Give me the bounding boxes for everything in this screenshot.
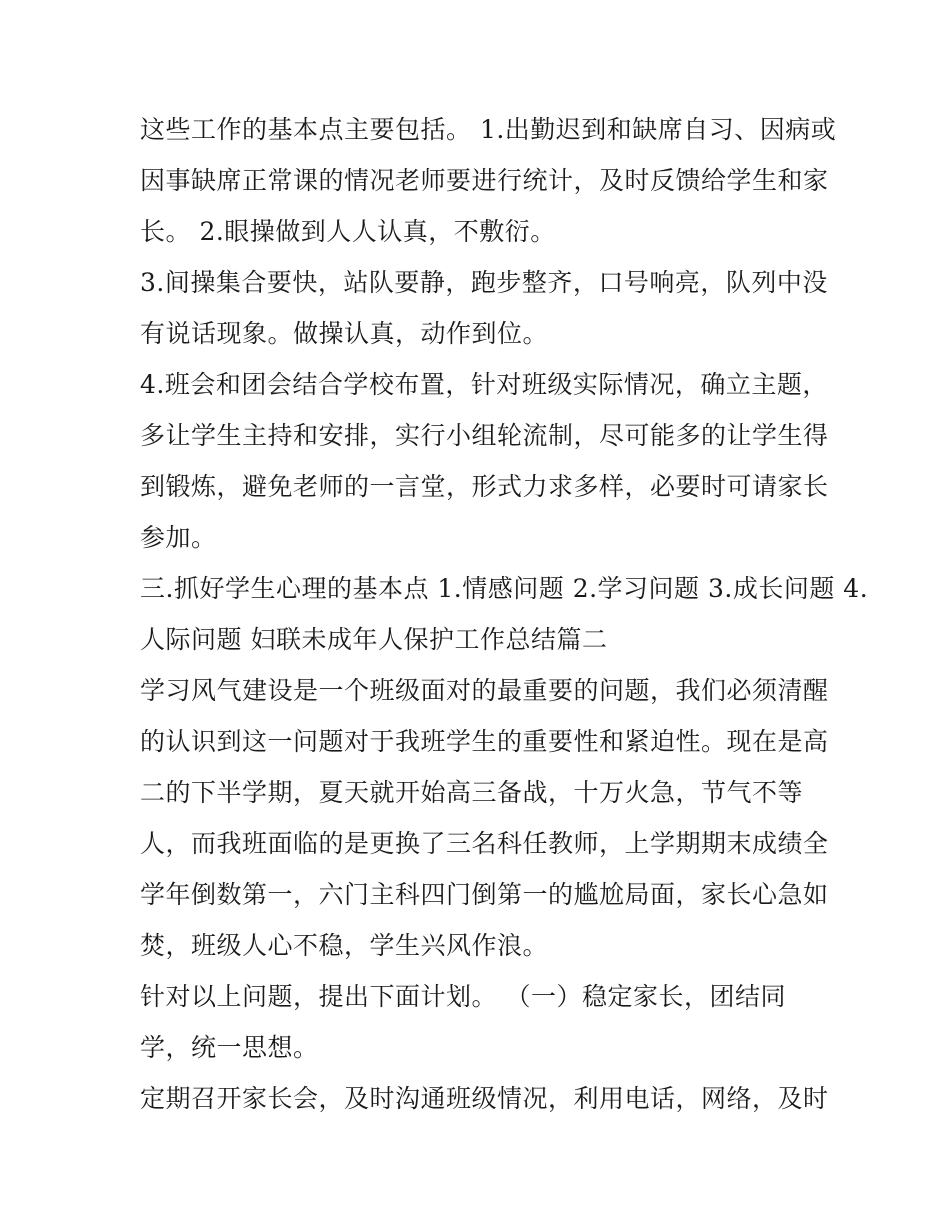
text-line: 学习风气建设是一个班级面对的最重要的问题，我们必须清醒: [140, 676, 829, 705]
text-line: 这些工作的基本点主要包括。 1.出勤迟到和缺席自习、因病或: [140, 115, 837, 144]
text-line: 人，而我班面临的是更换了三名科任教师，上学期期末成绩全: [140, 829, 829, 858]
text-line: 针对以上问题，提出下面计划。 （一）稳定家长，团结同: [140, 982, 786, 1011]
text-line: 参加。: [140, 523, 217, 552]
text-line: 定期召开家长会，及时沟通班级情况，利用电话，网络，及时: [140, 1084, 829, 1113]
section-heading-line: 人际问题 妇联未成年人保护工作总结篇二: [140, 625, 608, 654]
document-body: [140, 104, 869, 1124]
text-line: 有说话现象。做操认真，动作到位。: [140, 319, 549, 348]
text-line: 学年倒数第一，六门主科四门倒第一的尴尬局面，家长心急如: [140, 880, 829, 909]
text-line: 二的下半学期，夏天就开始高三备战，十万火急，节气不等: [140, 778, 804, 807]
text-line: 学，统一思想。: [140, 1033, 319, 1062]
text-line: 长。 2.眼操做到人人认真，不敷衍。: [140, 217, 556, 246]
text-line: 的认识到这一问题对于我班学生的重要性和紧迫性。现在是高: [140, 727, 829, 756]
text-line: 焚，班级人心不稳，学生兴风作浪。: [140, 931, 549, 960]
text-line: 4.班会和团会结合学校布置，针对班级实际情况，确立主题，: [140, 370, 828, 399]
text-line: 因事缺席正常课的情况老师要进行统计，及时反馈给学生和家: [140, 166, 829, 195]
text-line: 多让学生主持和安排，实行小组轮流制，尽可能多的让学生得: [140, 421, 829, 450]
section-heading-line: 三.抓好学生心理的基本点 1.情感问题 2.学习问题 3.成长问题 4.: [140, 574, 869, 603]
text-line: 到锻炼，避免老师的一言堂，形式力求多样，必要时可请家长: [140, 472, 829, 501]
text-line: 3.间操集合要快，站队要静，跑步整齐，口号响亮，队列中没: [140, 268, 828, 297]
